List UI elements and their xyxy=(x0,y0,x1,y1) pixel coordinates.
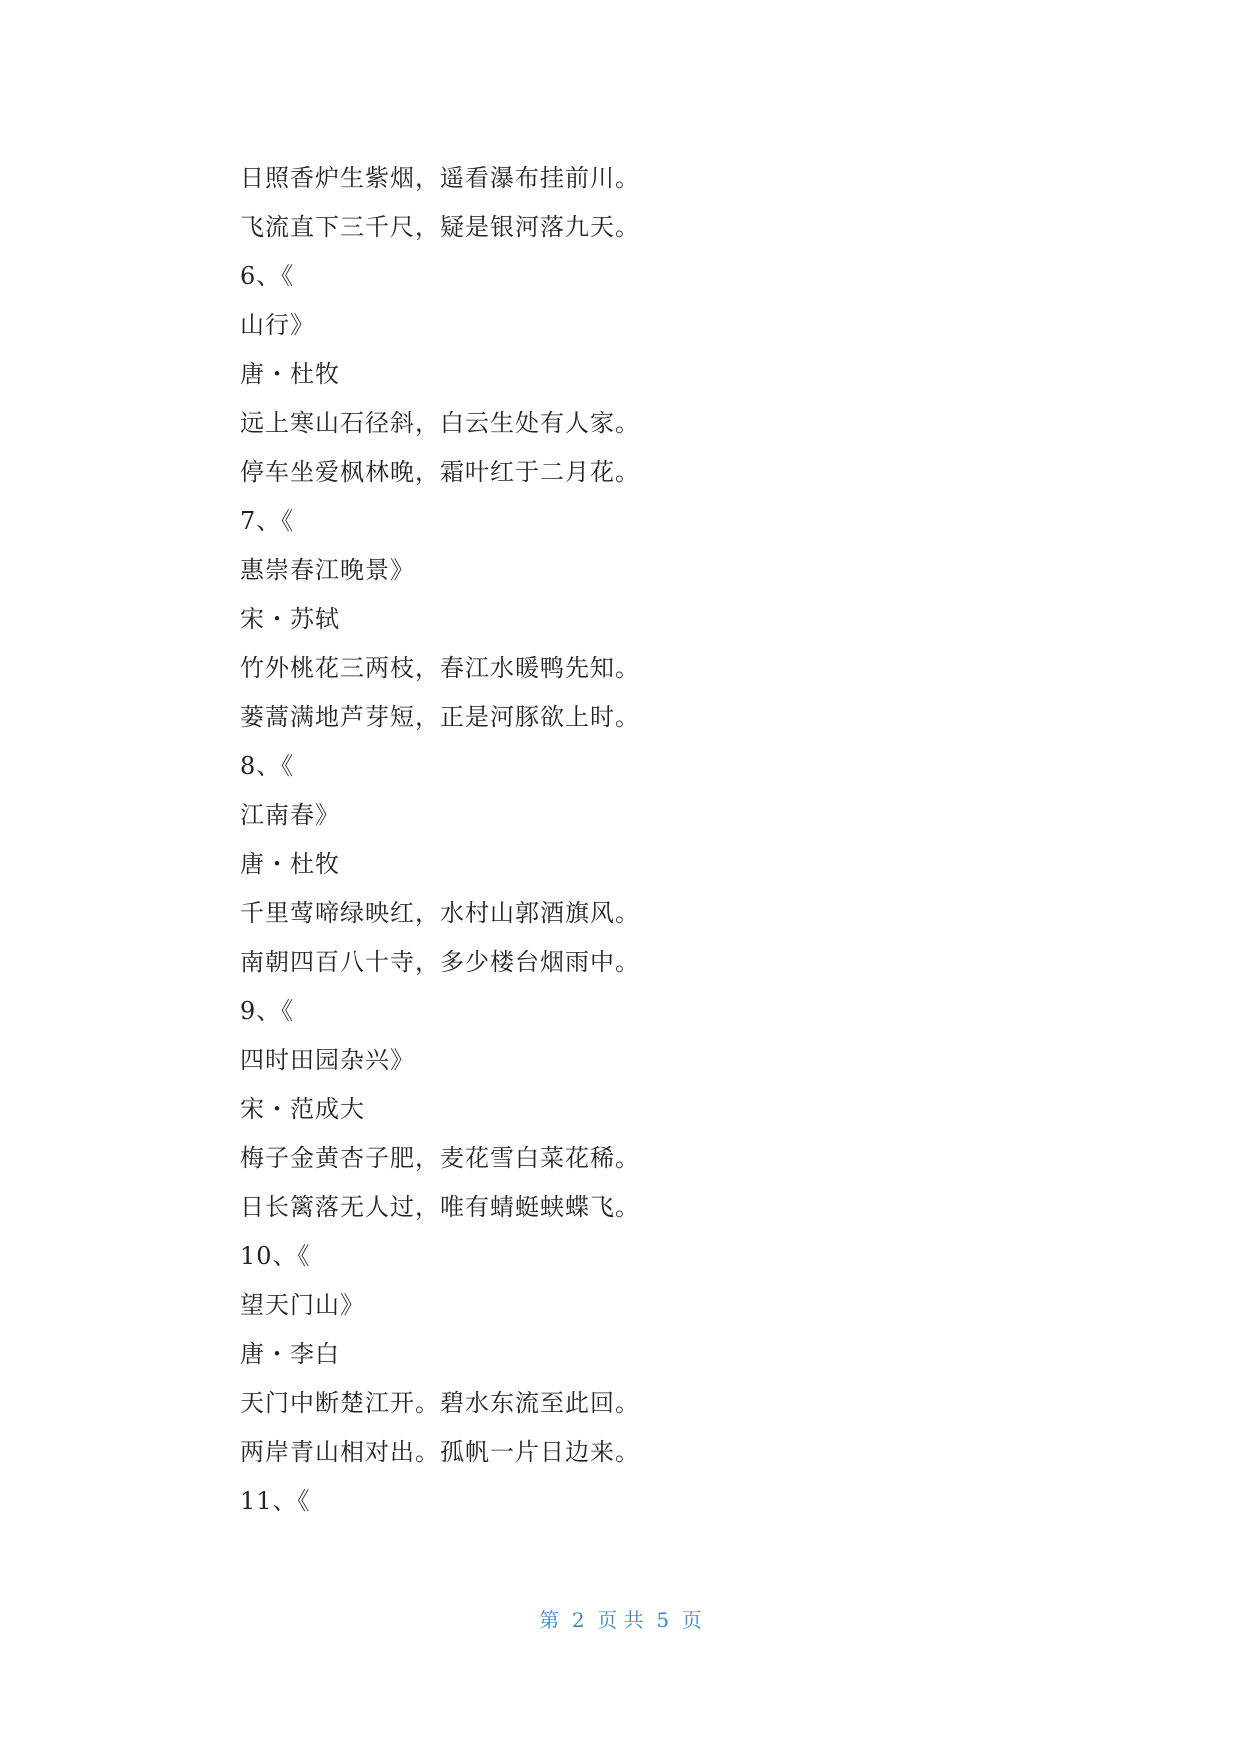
poem-number: 10、《 xyxy=(240,1242,311,1270)
poem-title: 望天门山》 xyxy=(240,1291,365,1319)
poem-title: 四时田园杂兴》 xyxy=(240,1046,415,1074)
document-body xyxy=(240,154,1000,1526)
text-line: 飞流直下三千尺，疑是银河落九天。 xyxy=(240,213,640,241)
poem-title: 惠崇春江晚景》 xyxy=(240,556,415,584)
poem-author: 唐・杜牧 xyxy=(240,850,340,878)
poem-author: 宋・范成大 xyxy=(240,1095,365,1123)
page-number-footer: 第 2 页 共 5 页 xyxy=(539,1608,702,1632)
poem-number: 6、《 xyxy=(240,262,295,290)
text-line: 千里莺啼绿映红，水村山郭酒旗风。 xyxy=(240,899,640,927)
poem-number: 7、《 xyxy=(240,507,295,535)
text-line: 梅子金黄杏子肥，麦花雪白菜花稀。 xyxy=(240,1144,640,1172)
poem-number: 11、《 xyxy=(240,1487,311,1515)
poem-number: 9、《 xyxy=(240,997,295,1025)
text-line: 远上寒山石径斜，白云生处有人家。 xyxy=(240,409,640,437)
text-line: 南朝四百八十寺，多少楼台烟雨中。 xyxy=(240,948,640,976)
text-line: 日长篱落无人过，唯有蜻蜓蛱蝶飞。 xyxy=(240,1193,640,1221)
poem-title: 山行》 xyxy=(240,311,315,339)
poem-number: 8、《 xyxy=(240,752,295,780)
text-line: 日照香炉生紫烟，遥看瀑布挂前川。 xyxy=(240,164,640,192)
text-line: 天门中断楚江开。碧水东流至此回。 xyxy=(240,1389,640,1417)
poem-author: 宋・苏轼 xyxy=(240,605,340,633)
text-line: 两岸青山相对出。孤帆一片日边来。 xyxy=(240,1438,640,1466)
text-line: 蒌蒿满地芦芽短，正是河豚欲上时。 xyxy=(240,703,640,731)
text-line: 停车坐爱枫林晚，霜叶红于二月花。 xyxy=(240,458,640,486)
poem-title: 江南春》 xyxy=(240,801,340,829)
poem-author: 唐・杜牧 xyxy=(240,360,340,388)
text-line: 竹外桃花三两枝，春江水暖鸭先知。 xyxy=(240,654,640,682)
poem-author: 唐・李白 xyxy=(240,1340,340,1368)
